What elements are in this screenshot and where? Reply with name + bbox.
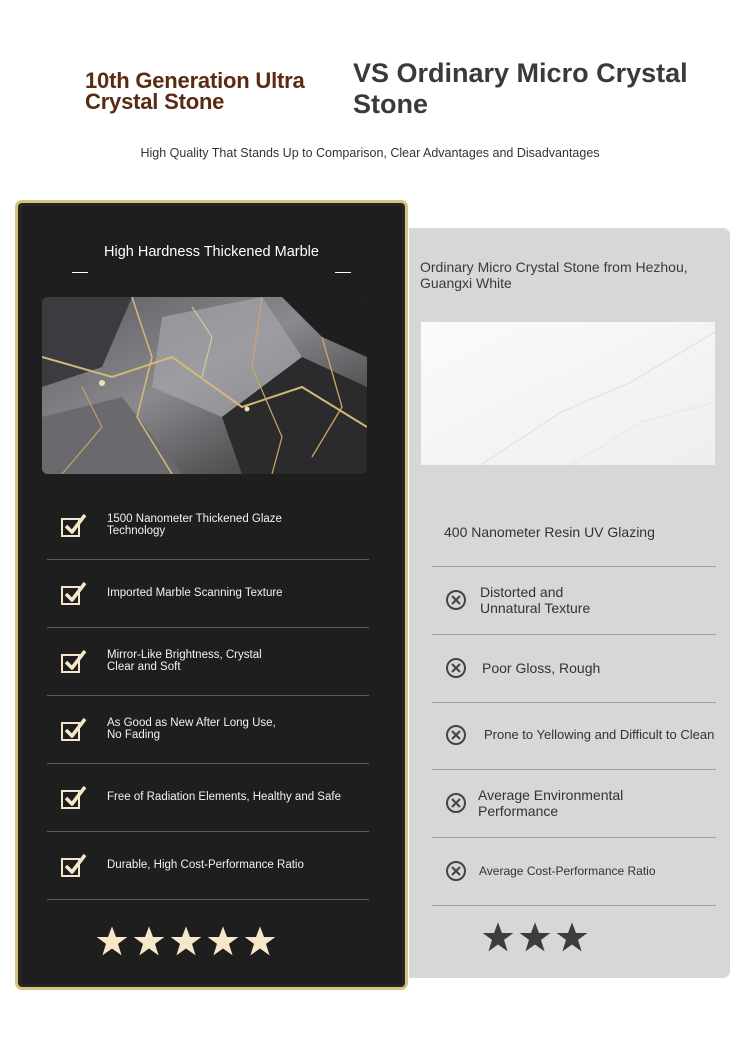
check-icon <box>61 717 87 741</box>
feature-text: Durable, High Cost-Performance Ratio <box>107 859 304 871</box>
feature-text: Average Environmental Performance <box>478 787 624 819</box>
star-icon <box>96 925 128 957</box>
check-icon <box>61 581 87 605</box>
feature-row <box>432 769 716 838</box>
cross-circle-icon <box>445 860 467 882</box>
check-icon <box>61 513 87 537</box>
cross-circle-icon <box>445 657 467 679</box>
feature-text: Prone to Yellowing and Difficult to Clean <box>484 727 715 742</box>
feature-row <box>47 695 369 764</box>
star-icon <box>133 925 165 957</box>
feature-row <box>47 627 369 696</box>
left-card-title: High Hardness Thickened Marble <box>104 244 319 260</box>
header-right-title: VS Ordinary Micro Crystal Stone <box>353 58 688 119</box>
check-icon <box>61 785 87 809</box>
title-divider-right <box>335 272 351 273</box>
feature-text: Free of Radiation Elements, Healthy and Safe <box>107 791 341 803</box>
feature-text: 1500 Nanometer Thickened Glaze Technology <box>107 513 282 537</box>
feature-row <box>432 701 716 770</box>
cross-circle-icon <box>445 792 467 814</box>
right-card-title: Ordinary Micro Crystal Stone from Hezhou, Guangxi White <box>420 259 688 291</box>
feature-text: Imported Marble Scanning Texture <box>107 587 283 599</box>
cross-circle-icon <box>445 724 467 746</box>
star-icon <box>556 921 588 953</box>
feature-text: Average Cost-Performance Ratio <box>479 864 656 878</box>
check-icon <box>61 649 87 673</box>
white-stone-image <box>421 322 715 465</box>
subtitle: High Quality That Stands Up to Comparison, Clear Advantages and Disadvantages <box>140 146 600 160</box>
feature-row <box>432 837 716 906</box>
feature-text: Poor Gloss, Rough <box>482 660 601 676</box>
star-icon <box>519 921 551 953</box>
dark-marble-image <box>42 297 367 474</box>
title-divider-left <box>72 272 88 273</box>
premium-stone-card <box>15 200 408 990</box>
feature-row <box>432 566 716 635</box>
feature-text: Mirror-Like Brightness, Crystal Clear and Soft <box>107 649 262 673</box>
feature-row <box>47 831 369 900</box>
feature-row <box>47 559 369 628</box>
star-icon <box>170 925 202 957</box>
feature-row <box>432 498 716 567</box>
feature-row <box>47 491 369 560</box>
feature-row <box>47 763 369 832</box>
feature-row <box>432 634 716 703</box>
star-icon <box>482 921 514 953</box>
feature-text: 400 Nanometer Resin UV Glazing <box>444 524 655 540</box>
check-icon <box>61 853 87 877</box>
feature-text: Distorted and Unnatural Texture <box>480 584 591 616</box>
cross-circle-icon <box>445 589 467 611</box>
feature-text: As Good as New After Long Use, No Fading <box>107 717 276 741</box>
ordinary-stone-card <box>409 228 730 978</box>
star-icon <box>207 925 239 957</box>
star-icon <box>244 925 276 957</box>
header-left-title: 10th Generation Ultra Crystal Stone <box>85 68 305 114</box>
